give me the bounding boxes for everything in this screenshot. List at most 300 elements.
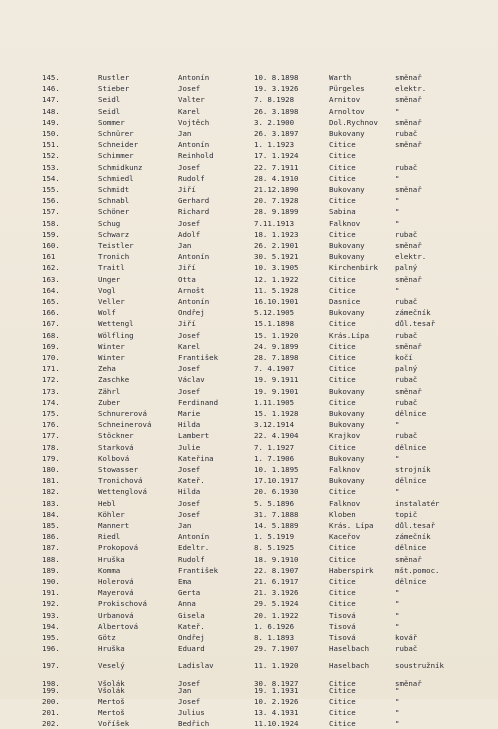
- birth-date-cell: 28. 9.1899: [254, 207, 299, 217]
- surname-cell: Tronich: [98, 252, 130, 262]
- surname-cell: Unger: [98, 274, 121, 284]
- birthplace-cell: Tisová: [329, 633, 356, 642]
- table-row: [0, 262, 498, 273]
- given-name-cell: Josef: [178, 465, 201, 474]
- row-number: 153.: [42, 162, 60, 172]
- given-name-cell: Hilda: [178, 420, 201, 430]
- birthplace-cell: Citice: [329, 364, 356, 374]
- row-number: 198.: [42, 678, 60, 688]
- surname-cell: Hruška: [98, 644, 125, 654]
- given-name-cell: Vojtěch: [178, 117, 210, 127]
- row-number: 167.: [42, 319, 60, 329]
- row-number: 190.: [42, 577, 60, 586]
- birthplace-cell: Tisová: [329, 621, 356, 631]
- birthplace-cell: Falknov: [329, 498, 361, 508]
- row-number: 171.: [42, 364, 60, 374]
- birthplace-cell: Arnitov: [329, 95, 361, 105]
- given-name-cell: Josef: [178, 84, 201, 94]
- given-name-cell: Antonín: [178, 252, 210, 262]
- birthplace-cell: Citice: [329, 678, 356, 688]
- birthplace-cell: Dasnice: [329, 297, 361, 306]
- row-number: 177.: [42, 431, 60, 441]
- table-row: [0, 554, 498, 565]
- birthplace-cell: Citice: [329, 588, 356, 598]
- birth-date-cell: 21.12.1890: [254, 185, 299, 194]
- given-name-cell: Anna: [178, 599, 196, 609]
- given-name-cell: Richard: [178, 207, 210, 217]
- given-name-cell: Karel: [178, 341, 201, 351]
- table-row: [0, 139, 498, 150]
- birthplace-cell: Pürgeles: [329, 84, 365, 94]
- birth-date-cell: 7. 1.1927: [254, 442, 295, 452]
- surname-cell: Winter: [98, 341, 125, 351]
- occupation-cell: ": [395, 621, 400, 631]
- row-number: 189.: [42, 565, 60, 575]
- birthplace-cell: Falknov: [329, 465, 361, 474]
- given-name-cell: Bedřich: [178, 719, 210, 729]
- surname-cell: Teistler: [98, 241, 134, 250]
- birthplace-cell: Falknov: [329, 218, 361, 228]
- table-row: [0, 598, 498, 609]
- occupation-cell: směnař: [395, 678, 422, 688]
- given-name-cell: František: [178, 565, 219, 575]
- row-number: 159.: [42, 229, 60, 239]
- row-number: 202.: [42, 719, 60, 729]
- occupation-cell: důl.tesař: [395, 521, 436, 530]
- birth-date-cell: 28. 4.1910: [254, 173, 299, 183]
- table-row: [0, 352, 498, 363]
- row-number: 155.: [42, 185, 60, 194]
- birth-date-cell: 3. 2.1900: [254, 117, 295, 127]
- row-number: 158.: [42, 218, 60, 228]
- occupation-cell: ": [395, 453, 400, 463]
- birthplace-cell: Krajkov: [329, 431, 361, 441]
- given-name-cell: Josef: [178, 498, 201, 508]
- birthplace-cell: Kirchenbirk: [329, 263, 378, 273]
- surname-cell: Komma: [98, 565, 121, 575]
- occupation-cell: rubač: [395, 162, 418, 172]
- table-row: [0, 229, 498, 240]
- table-row: [0, 195, 498, 206]
- surname-cell: Mertoš: [98, 708, 125, 718]
- row-number: 165.: [42, 297, 60, 306]
- occupation-cell: ": [395, 207, 400, 217]
- birthplace-cell: Bukovany: [329, 386, 365, 396]
- given-name-cell: Gerta: [178, 588, 201, 598]
- surname-cell: Kolbová: [98, 453, 130, 463]
- table-row: [0, 430, 498, 441]
- occupation-cell: dělnice: [395, 543, 427, 553]
- birthplace-cell: Citice: [329, 442, 356, 452]
- occupation-cell: kočí: [395, 353, 413, 362]
- surname-cell: Hebl: [98, 498, 116, 508]
- birthplace-cell: Bukovany: [329, 129, 365, 138]
- given-name-cell: Antonín: [178, 297, 210, 306]
- given-name-cell: Jiří: [178, 185, 196, 194]
- birthplace-cell: Bukovany: [329, 241, 365, 250]
- birth-date-cell: 19. 3.1926: [254, 84, 299, 94]
- given-name-cell: Lambert: [178, 431, 210, 441]
- given-name-cell: Josef: [178, 364, 201, 374]
- occupation-cell: ": [395, 599, 400, 609]
- occupation-cell: směnař: [395, 386, 422, 396]
- row-number: 196.: [42, 644, 60, 654]
- given-name-cell: Josef: [178, 386, 201, 396]
- table-row: [0, 442, 498, 453]
- row-number: 176.: [42, 420, 60, 430]
- row-number: 154.: [42, 173, 60, 183]
- occupation-cell: ": [395, 685, 400, 695]
- surname-cell: Vogl: [98, 285, 116, 295]
- row-number: 175.: [42, 409, 60, 418]
- birthplace-cell: Citice: [329, 162, 356, 172]
- occupation-cell: rubač: [395, 297, 418, 306]
- birth-date-cell: 26. 3.1897: [254, 129, 299, 138]
- surname-cell: Wolf: [98, 308, 116, 318]
- row-number: 178.: [42, 442, 60, 452]
- occupation-cell: rubač: [395, 330, 418, 340]
- birth-date-cell: 30. 8.1927: [254, 678, 299, 688]
- birthplace-cell: Citice: [329, 719, 356, 729]
- birthplace-cell: Citice: [329, 554, 356, 564]
- row-number: 197.: [42, 661, 60, 671]
- row-number: 169.: [42, 341, 60, 351]
- table-row: [0, 374, 498, 385]
- surname-cell: Zaschke: [98, 375, 130, 385]
- given-name-cell: František: [178, 353, 219, 362]
- row-number: 186.: [42, 532, 60, 542]
- given-name-cell: Josef: [178, 697, 201, 706]
- given-name-cell: Antonín: [178, 532, 210, 542]
- table-row: [0, 128, 498, 139]
- table-row: [0, 318, 498, 329]
- table-row: [0, 696, 498, 707]
- birth-date-cell: 1. 1.1923: [254, 140, 295, 150]
- birth-date-cell: 15. 1.1920: [254, 330, 299, 340]
- table-row: [0, 475, 498, 486]
- table-row: [0, 117, 498, 128]
- birthplace-cell: Haselbach: [329, 644, 370, 654]
- row-number: 147.: [42, 95, 60, 105]
- birth-date-cell: 21. 6.1917: [254, 577, 299, 586]
- table-row: [0, 542, 498, 553]
- surname-cell: Köhler: [98, 509, 125, 519]
- table-row: [0, 464, 498, 475]
- surname-cell: Rustler: [98, 73, 130, 82]
- birthplace-cell: Bukovany: [329, 420, 365, 430]
- given-name-cell: Reinhold: [178, 151, 214, 161]
- surname-cell: Seidl: [98, 106, 121, 116]
- occupation-cell: ": [395, 708, 400, 718]
- given-name-cell: Václav: [178, 375, 205, 385]
- birth-date-cell: 14. 5.1889: [254, 521, 299, 530]
- birth-date-cell: 12. 1.1922: [254, 274, 299, 284]
- birthplace-cell: Haselbach: [329, 661, 370, 671]
- birthplace-cell: Dol.Rychnov: [329, 117, 378, 127]
- birth-date-cell: 11.10.1924: [254, 719, 299, 729]
- table-row: [0, 106, 498, 117]
- occupation-cell: instalatér: [395, 498, 440, 508]
- birth-date-cell: 11. 1.1920: [254, 661, 299, 671]
- row-number: 187.: [42, 543, 60, 553]
- birth-date-cell: 10. 3.1905: [254, 263, 299, 273]
- surname-cell: Starková: [98, 442, 134, 452]
- given-name-cell: Jan: [178, 129, 192, 138]
- occupation-cell: směnař: [395, 185, 422, 194]
- occupation-cell: elektr.: [395, 84, 427, 94]
- birth-date-cell: 10. 8.1898: [254, 73, 299, 82]
- birth-date-cell: 26. 2.1901: [254, 241, 299, 250]
- birthplace-cell: Citice: [329, 196, 356, 206]
- given-name-cell: Valter: [178, 95, 205, 105]
- table-row: [0, 707, 498, 718]
- table-row: [0, 453, 498, 464]
- surname-cell: Všolák: [98, 678, 125, 688]
- table-row: [0, 150, 498, 161]
- surname-cell: Schimmer: [98, 151, 134, 161]
- surname-cell: Stieber: [98, 84, 130, 94]
- birthplace-cell: Bukovany: [329, 409, 365, 418]
- surname-cell: Prokischová: [98, 599, 147, 609]
- occupation-cell: zámečník: [395, 532, 431, 542]
- occupation-cell: dělnice: [395, 476, 427, 486]
- birth-date-cell: 20. 6.1930: [254, 487, 299, 497]
- occupation-cell: směnař: [395, 95, 422, 105]
- birthplace-cell: Bukovany: [329, 308, 365, 318]
- birth-date-cell: 13. 4.1931: [254, 708, 299, 718]
- birth-date-cell: 24. 9.1899: [254, 341, 299, 351]
- row-number: 162.: [42, 263, 60, 273]
- birthplace-cell: Bukovany: [329, 185, 365, 194]
- birthplace-cell: Citice: [329, 173, 356, 183]
- given-name-cell: Jiří: [178, 263, 196, 273]
- occupation-cell: důl.tesař: [395, 319, 436, 329]
- surname-cell: Albertová: [98, 621, 139, 631]
- occupation-cell: dělnice: [395, 442, 427, 452]
- birth-date-cell: 21. 3.1926: [254, 588, 299, 598]
- birth-date-cell: 22. 8.1907: [254, 565, 299, 575]
- surname-cell: Všolák: [98, 685, 125, 695]
- birth-date-cell: 7.11.1913: [254, 218, 295, 228]
- surname-cell: Zährl: [98, 386, 121, 396]
- birthplace-cell: Arnoltov: [329, 106, 365, 116]
- row-number: 179.: [42, 453, 60, 463]
- given-name-cell: Josef: [178, 678, 201, 688]
- row-number: 157.: [42, 207, 60, 217]
- row-number: 152.: [42, 151, 60, 161]
- occupation-cell: ": [395, 285, 400, 295]
- table-row: [0, 206, 498, 217]
- given-name-cell: Josef: [178, 162, 201, 172]
- birthplace-cell: Citice: [329, 353, 356, 362]
- given-name-cell: Jan: [178, 521, 192, 530]
- birth-date-cell: 16.10.1901: [254, 297, 299, 306]
- birthplace-cell: Bukovany: [329, 476, 365, 486]
- occupation-cell: ": [395, 487, 400, 497]
- given-name-cell: Jan: [178, 241, 192, 250]
- given-name-cell: Arnošt: [178, 285, 205, 295]
- given-name-cell: Rudolf: [178, 554, 205, 564]
- surname-cell: Prokopová: [98, 543, 139, 553]
- given-name-cell: Julius: [178, 708, 205, 718]
- surname-cell: Götz: [98, 633, 116, 642]
- birthplace-cell: Citice: [329, 151, 356, 161]
- birthplace-cell: Sabina: [329, 207, 356, 217]
- row-number: 188.: [42, 554, 60, 564]
- birthplace-cell: Kloben: [329, 509, 356, 519]
- birth-date-cell: 8. 1.1893: [254, 633, 295, 642]
- given-name-cell: Otta: [178, 274, 196, 284]
- birth-date-cell: 15. 1.1928: [254, 409, 299, 418]
- given-name-cell: Marie: [178, 409, 201, 418]
- birthplace-cell: Citice: [329, 397, 356, 407]
- surname-cell: Schmidkunz: [98, 162, 143, 172]
- row-number: 156.: [42, 196, 60, 206]
- given-name-cell: Antonín: [178, 140, 210, 150]
- row-number: 193.: [42, 610, 60, 620]
- table-row: [0, 685, 498, 696]
- given-name-cell: Ladislav: [178, 661, 214, 671]
- surname-cell: Wettenglová: [98, 487, 147, 497]
- row-number: 199.: [42, 685, 60, 695]
- occupation-cell: směnař: [395, 73, 422, 82]
- birth-date-cell: 20. 7.1928: [254, 196, 299, 206]
- table-row: [0, 718, 498, 729]
- surname-cell: Traitl: [98, 263, 125, 273]
- birth-date-cell: 1. 5.1919: [254, 532, 295, 542]
- table-row: [0, 162, 498, 173]
- birth-date-cell: 7. 8.1928: [254, 95, 295, 105]
- surname-cell: Veselý: [98, 661, 125, 671]
- row-number: 160.: [42, 241, 60, 250]
- birth-date-cell: 1. 7.1906: [254, 453, 295, 463]
- row-number: 174.: [42, 397, 60, 407]
- row-number: 195.: [42, 633, 60, 642]
- row-number: 172.: [42, 375, 60, 385]
- birthplace-cell: Kaceřov: [329, 532, 361, 542]
- given-name-cell: Jiří: [178, 319, 196, 329]
- birthplace-cell: Krás.Lípa: [329, 330, 370, 340]
- table-row: [0, 632, 498, 643]
- table-row: [0, 184, 498, 195]
- row-number: 151.: [42, 140, 60, 150]
- occupation-cell: elektr.: [395, 252, 427, 262]
- occupation-cell: ": [395, 719, 400, 729]
- birthplace-cell: Citice: [329, 543, 356, 553]
- birthplace-cell: Krás. Lípa: [329, 521, 374, 530]
- surname-cell: Zeha: [98, 364, 116, 374]
- table-row: [0, 173, 498, 184]
- row-number: 182.: [42, 487, 60, 497]
- surname-cell: Hruška: [98, 554, 125, 564]
- table-row: [0, 274, 498, 285]
- occupation-cell: mšt.pomoc.: [395, 565, 440, 575]
- given-name-cell: Antonín: [178, 73, 210, 82]
- given-name-cell: Josef: [178, 218, 201, 228]
- birthplace-cell: Citice: [329, 341, 356, 351]
- table-row: [0, 386, 498, 397]
- given-name-cell: Hilda: [178, 487, 201, 497]
- table-row: [0, 307, 498, 318]
- surname-cell: Stöckner: [98, 431, 134, 441]
- birthplace-cell: Citice: [329, 274, 356, 284]
- birth-date-cell: 22. 7.1911: [254, 162, 299, 172]
- table-row: [0, 240, 498, 251]
- birthplace-cell: Citice: [329, 708, 356, 718]
- birthplace-cell: Citice: [329, 319, 356, 329]
- table-row: [0, 72, 498, 83]
- birthplace-cell: Warth: [329, 73, 352, 82]
- table-row: [0, 509, 498, 520]
- occupation-cell: ": [395, 173, 400, 183]
- row-number: 183.: [42, 498, 60, 508]
- table-row: [0, 218, 498, 229]
- birth-date-cell: 15.1.1898: [254, 319, 295, 329]
- birth-date-cell: 30. 5.1921: [254, 252, 299, 262]
- surname-cell: Mannert: [98, 521, 130, 530]
- given-name-cell: Julie: [178, 442, 201, 452]
- row-number: 164.: [42, 285, 60, 295]
- table-row: [0, 621, 498, 632]
- birthplace-cell: Citice: [329, 375, 356, 385]
- birthplace-cell: Citice: [329, 577, 356, 586]
- row-number: 191.: [42, 588, 60, 598]
- occupation-cell: rubač: [395, 397, 418, 407]
- table-row: [0, 408, 498, 419]
- table-row: [0, 520, 498, 531]
- occupation-cell: topič: [395, 509, 418, 519]
- occupation-cell: směnař: [395, 341, 422, 351]
- given-name-cell: Jan: [178, 685, 192, 695]
- birth-date-cell: 5.12.1905: [254, 308, 295, 318]
- occupation-cell: rubač: [395, 229, 418, 239]
- row-number: 194.: [42, 621, 60, 631]
- occupation-cell: palný: [395, 263, 418, 273]
- birth-date-cell: 1. 6.1926: [254, 621, 295, 631]
- occupation-cell: zámečník: [395, 308, 431, 318]
- given-name-cell: Edeltr.: [178, 543, 210, 553]
- surname-cell: Schneinerová: [98, 420, 152, 430]
- birth-date-cell: 19. 9.1911: [254, 375, 299, 385]
- birth-date-cell: 17. 1.1924: [254, 151, 299, 161]
- occupation-cell: ": [395, 588, 400, 598]
- surname-cell: Mayerová: [98, 588, 134, 598]
- surname-cell: Veller: [98, 297, 125, 306]
- birth-date-cell: 19. 1.1931: [254, 685, 299, 695]
- row-number: 163.: [42, 274, 60, 284]
- birth-date-cell: 28. 7.1898: [254, 353, 299, 362]
- table-row: [0, 251, 498, 262]
- surname-cell: Schug: [98, 218, 121, 228]
- birthplace-cell: Bukovany: [329, 252, 365, 262]
- surname-cell: Mertoš: [98, 697, 125, 706]
- birth-date-cell: 20. 1.1922: [254, 610, 299, 620]
- occupation-cell: ": [395, 218, 400, 228]
- occupation-cell: ": [395, 610, 400, 620]
- given-name-cell: Gerhard: [178, 196, 210, 206]
- given-name-cell: Josef: [178, 509, 201, 519]
- table-row: [0, 419, 498, 430]
- table-row: [0, 660, 498, 671]
- birthplace-cell: Haberspirk: [329, 565, 374, 575]
- table-row: [0, 565, 498, 576]
- row-number: 185.: [42, 521, 60, 530]
- birth-date-cell: 3.12.1914: [254, 420, 295, 430]
- table-row: [0, 94, 498, 105]
- table-row: [0, 397, 498, 408]
- occupation-cell: směnař: [395, 117, 422, 127]
- birthplace-cell: Citice: [329, 285, 356, 295]
